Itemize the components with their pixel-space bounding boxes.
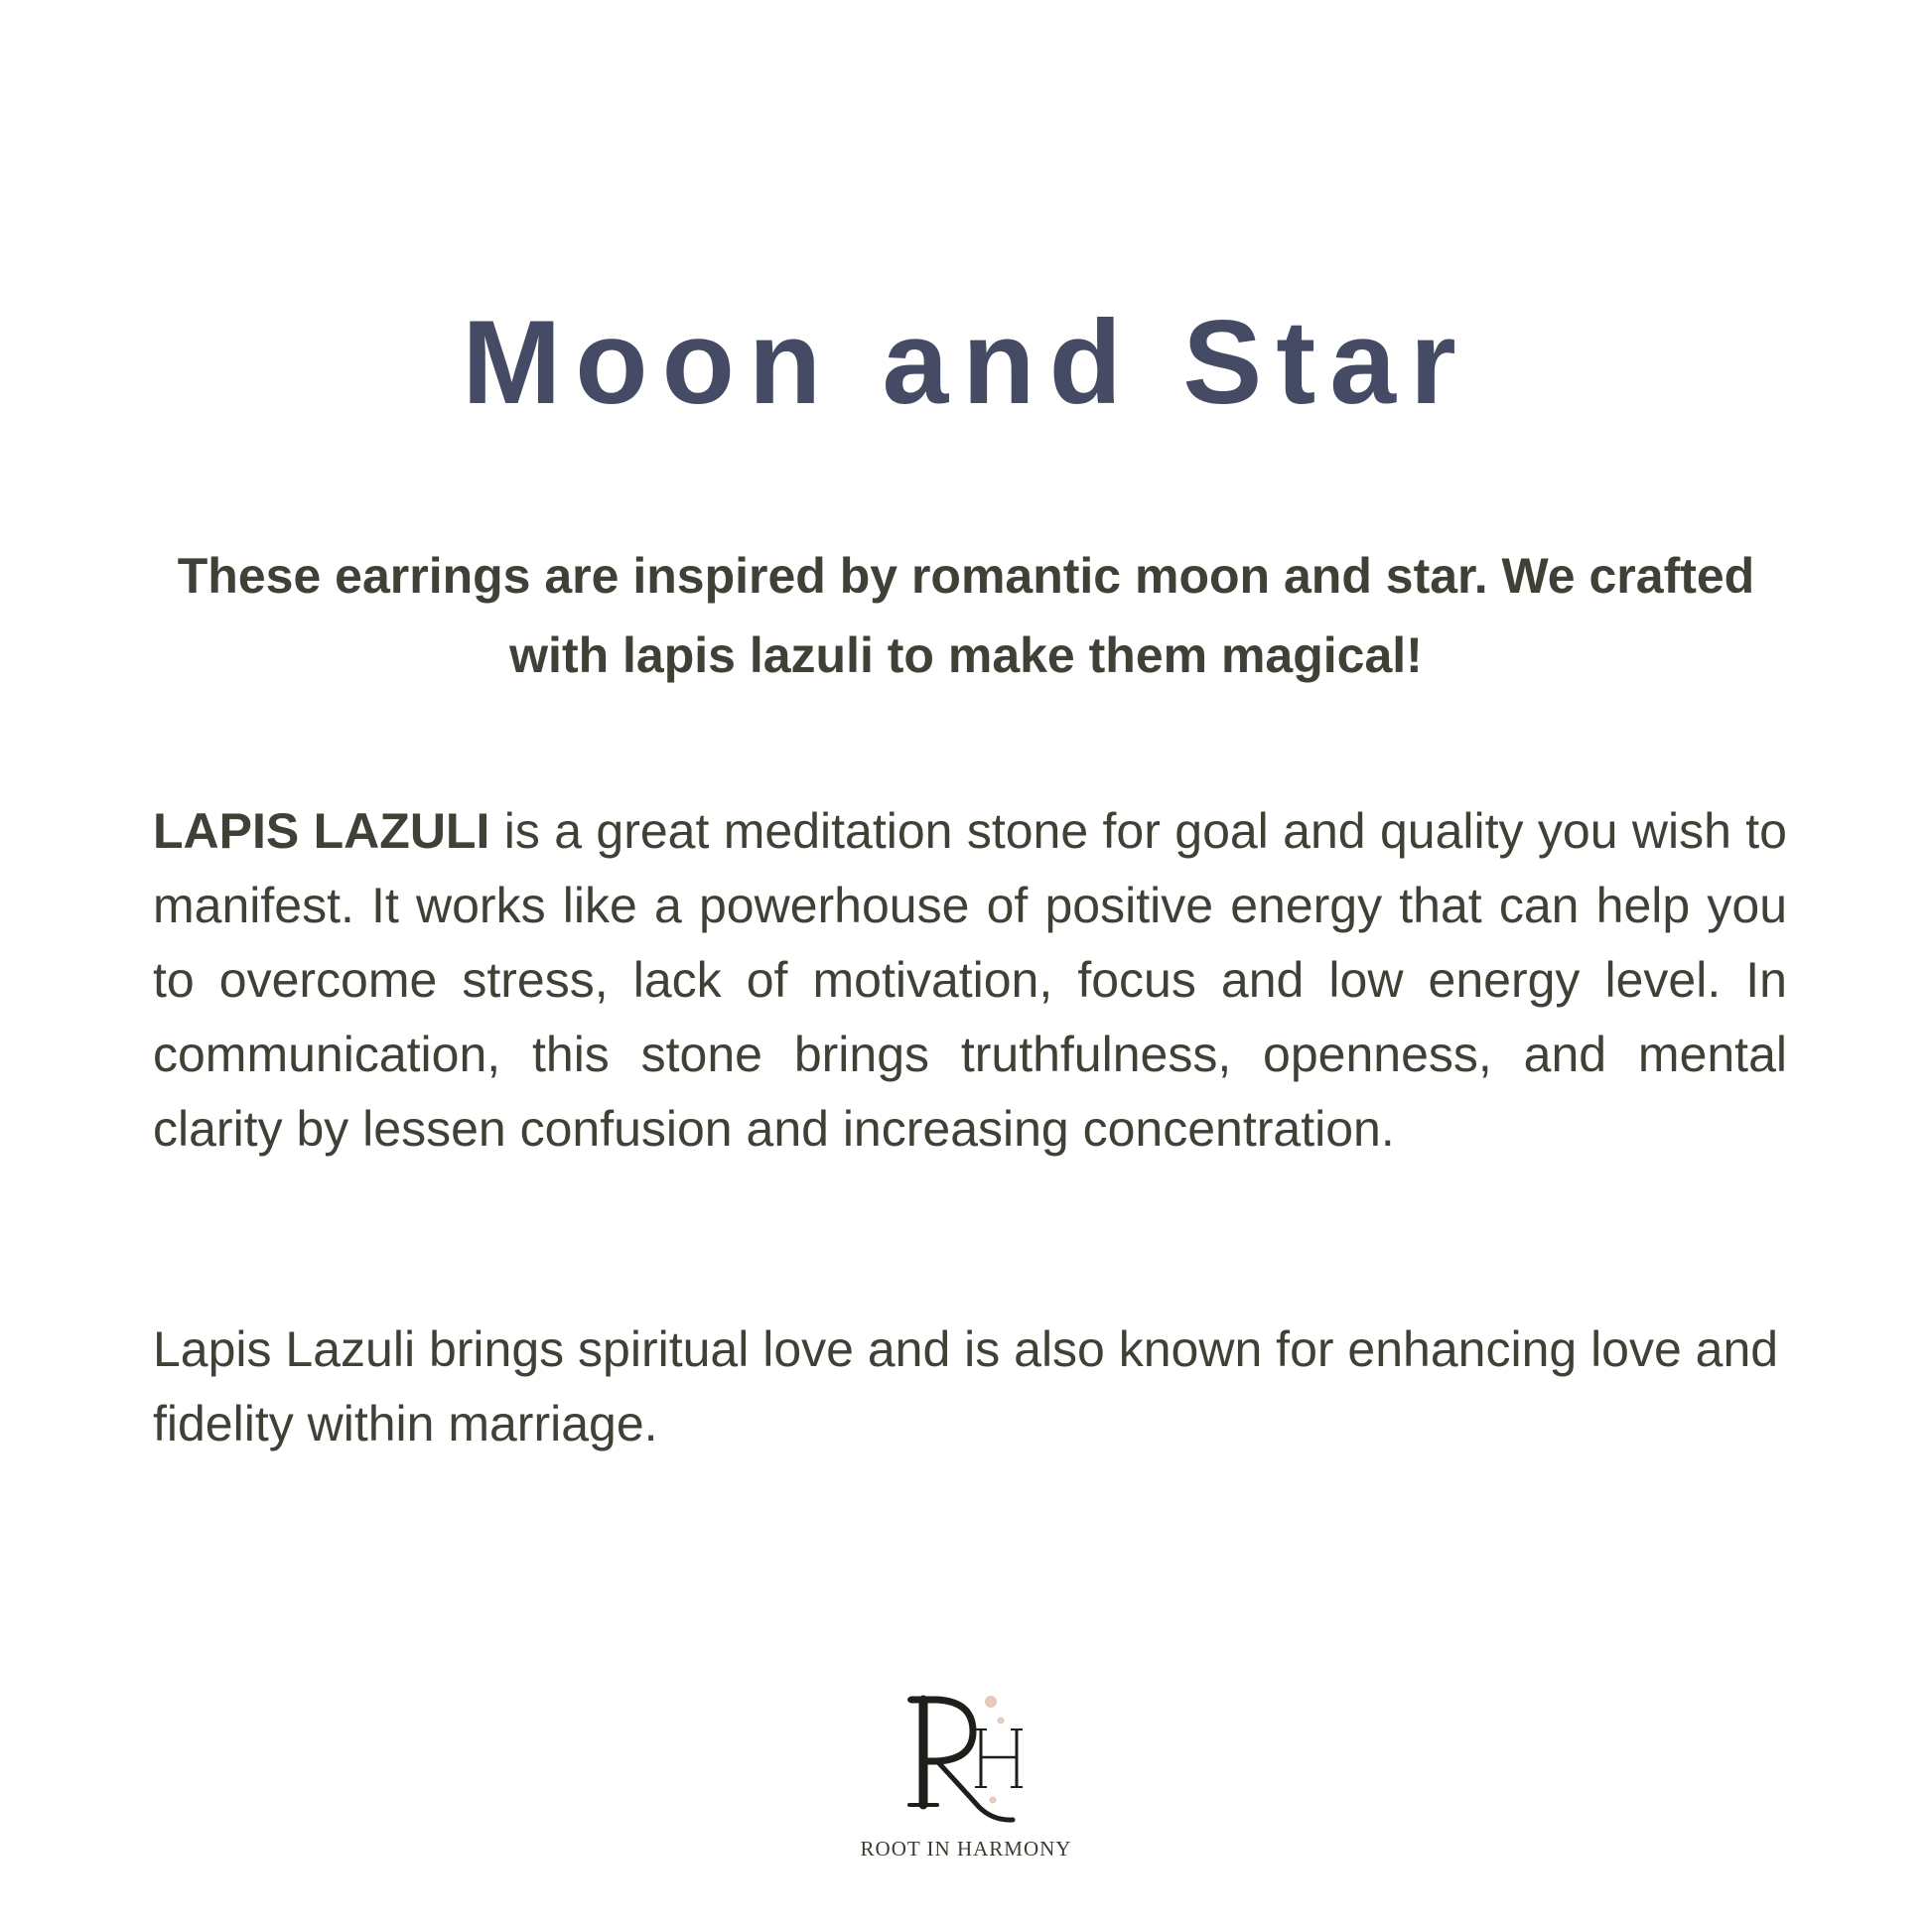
rh-monogram-logo [894, 1688, 1042, 1837]
page-title: Moon and Star [462, 296, 1470, 429]
paragraph-spiritual-love: Lapis Lazuli brings spiritual love and is also known for enhancing love and fidelity within marriage. [153, 1321, 1779, 1451]
logo-letter-h [975, 1729, 1023, 1787]
brand-logo [817, 1688, 1115, 1866]
intro-text: These earrings are inspired by romantic moon and star. We crafted with lapis lazuli to make them magical! [177, 548, 1755, 683]
logo-letter-r [909, 1700, 1013, 1820]
logo-dot-top [985, 1696, 997, 1708]
brand-name: ROOT IN HARMONY [860, 1837, 1072, 1861]
paragraph-lead-lapis-lazuli: LAPIS LAZULI [153, 803, 490, 859]
paragraph-lapis-benefits [153, 794, 1787, 1167]
logo-dot-bottom [990, 1797, 997, 1804]
paragraph-body-text: is a great meditation stone for goal and quality you wish to manifest. It works like a powerhouse of positive energy that can help you to overcome stress, lack of motivation, focus and low energy level. In communication, this stone brings truthfulness, openness, and mental clarity by lessen confusion and increasing concentration. [153, 803, 1787, 1157]
logo-dot-small [998, 1718, 1005, 1725]
